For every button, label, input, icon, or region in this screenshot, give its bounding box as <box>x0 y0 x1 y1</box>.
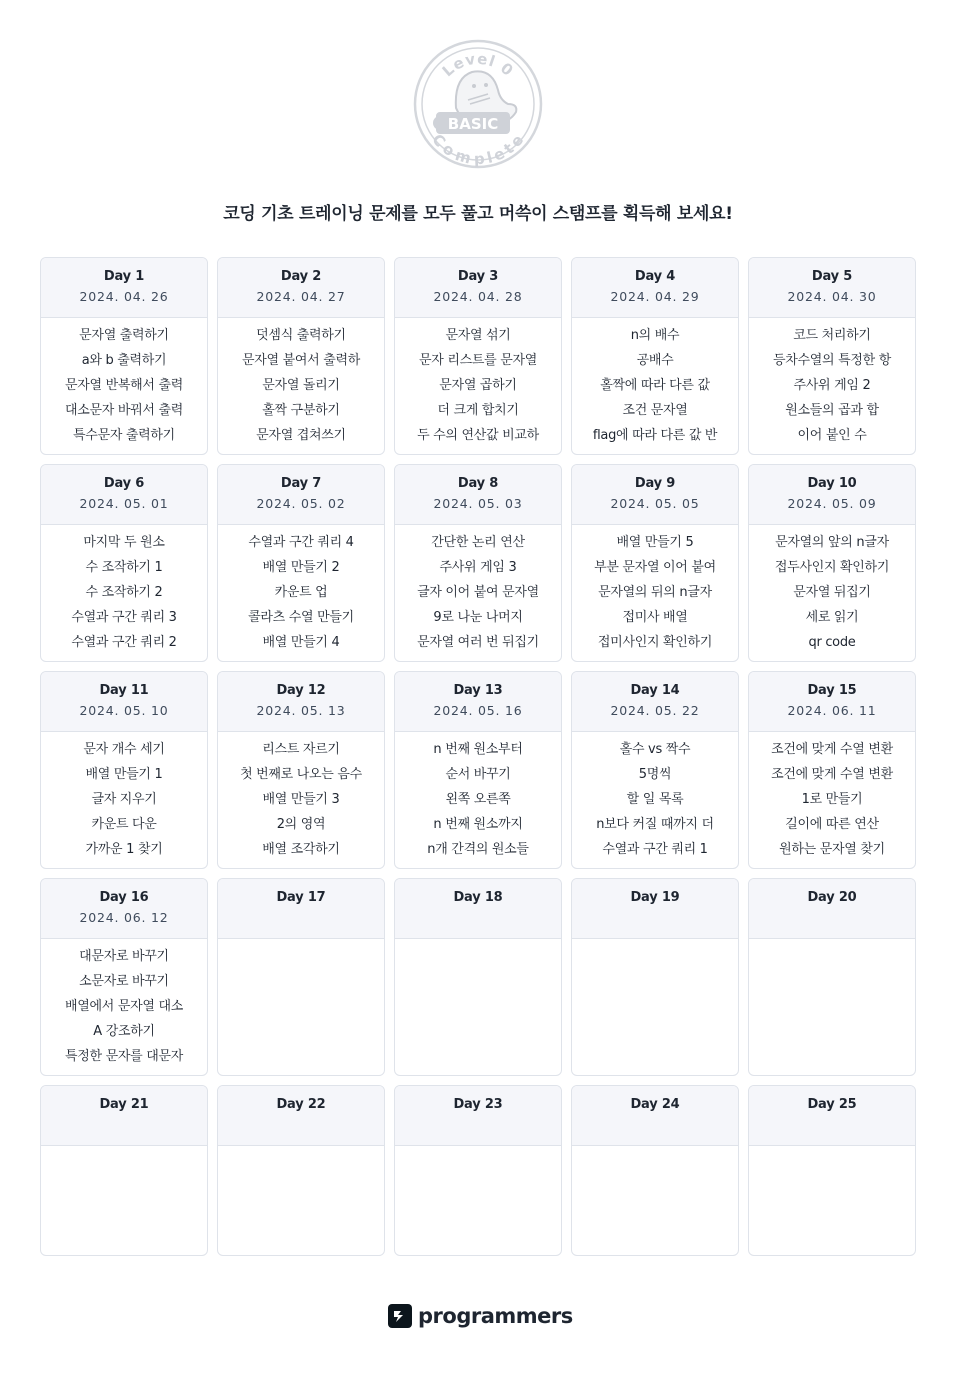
day-card-header <box>41 1086 207 1146</box>
day-card <box>217 1085 385 1256</box>
level0-basic-complete-stamp <box>412 38 544 170</box>
day-task-list <box>41 939 207 1072</box>
day-card <box>40 878 208 1076</box>
day-task-list <box>41 1146 207 1154</box>
task-item[interactable]: qr code <box>808 635 856 650</box>
task-item[interactable]: 배열 만들기 4 <box>262 635 340 650</box>
task-item[interactable]: 길이에 따른 연산 <box>785 817 879 832</box>
task-item[interactable]: 배열에서 문자열 대소 <box>65 999 183 1014</box>
task-item[interactable]: 글자 지우기 <box>91 792 157 807</box>
task-item[interactable]: 문자열 뒤집기 <box>793 585 871 600</box>
day-card-header <box>572 879 738 939</box>
day-card-header <box>395 465 561 525</box>
day-label: Day 11 <box>99 683 149 698</box>
day-label: Day 15 <box>807 683 857 698</box>
task-item[interactable]: 수 조작하기 2 <box>85 585 163 600</box>
day-card-header <box>41 879 207 939</box>
programmers-logo-icon <box>388 1304 412 1328</box>
programmers-logo-text: programmers <box>418 1304 573 1328</box>
day-task-list <box>218 732 384 865</box>
task-item[interactable]: 접미사인지 확인하기 <box>597 635 713 650</box>
task-item[interactable]: 마지막 두 원소 <box>83 535 165 550</box>
day-card <box>394 464 562 662</box>
task-item[interactable]: 왼쪽 오른쪽 <box>445 792 511 807</box>
task-item[interactable]: 수열과 구간 쿼리 3 <box>71 610 177 625</box>
stamp-top-text: Level 0 <box>438 49 518 81</box>
task-item[interactable]: a와 b 출력하기 <box>81 353 167 368</box>
day-task-list <box>41 732 207 865</box>
day-card <box>748 464 916 662</box>
task-item[interactable]: 이어 붙인 수 <box>797 428 867 443</box>
day-date: 2024. 04. 26 <box>79 289 169 304</box>
day-card-header <box>749 672 915 732</box>
day-card-header <box>572 672 738 732</box>
task-item[interactable]: n 번째 원소부터 <box>433 742 523 757</box>
task-item[interactable]: n의 배수 <box>630 328 680 343</box>
task-item[interactable]: 배열 만들기 3 <box>262 792 340 807</box>
day-task-list <box>218 525 384 658</box>
task-item[interactable]: 문자열 출력하기 <box>79 328 169 343</box>
task-item[interactable]: 더 크게 합치기 <box>437 403 519 418</box>
day-card <box>40 671 208 869</box>
day-label: Day 18 <box>453 890 503 905</box>
day-card <box>40 1085 208 1256</box>
task-item[interactable]: 문자열 섞기 <box>445 328 511 343</box>
day-card-header <box>395 1086 561 1146</box>
task-item[interactable]: 가까운 1 찾기 <box>85 842 163 857</box>
task-item[interactable]: 문자열 여러 번 뒤집기 <box>417 635 539 650</box>
task-item[interactable]: 문자 리스트를 문자열 <box>419 353 537 368</box>
task-item[interactable]: 문자열의 앞의 n글자 <box>775 535 889 550</box>
task-item[interactable]: 첫 번째로 나오는 음수 <box>240 767 362 782</box>
headline: 코딩 기초 트레이닝 문제를 모두 풀고 머쓱이 스탬프를 획득해 보세요! <box>223 204 733 224</box>
task-item[interactable]: 주사위 게임 2 <box>793 378 871 393</box>
day-task-list <box>572 318 738 451</box>
task-item[interactable]: 원소들의 곱과 합 <box>785 403 879 418</box>
task-item[interactable]: 홀짝 구분하기 <box>262 403 340 418</box>
day-label: Day 7 <box>280 476 322 491</box>
day-date: 2024. 05. 02 <box>256 496 346 511</box>
task-item[interactable]: 원하는 문자열 찾기 <box>779 842 885 857</box>
day-card-header <box>749 1086 915 1146</box>
day-label: Day 13 <box>453 683 503 698</box>
day-date: 2024. 05. 13 <box>256 703 346 718</box>
task-item[interactable]: 조건에 맞게 수열 변환 <box>771 767 893 782</box>
day-card <box>748 671 916 869</box>
day-task-list <box>749 525 915 658</box>
day-task-list <box>572 732 738 865</box>
day-card <box>748 1085 916 1256</box>
task-item[interactable]: 등차수열의 특정한 항 <box>773 353 891 368</box>
day-label: Day 8 <box>457 476 499 491</box>
task-item[interactable]: 배열 만들기 1 <box>85 767 163 782</box>
day-card-header <box>41 465 207 525</box>
day-card-header <box>218 465 384 525</box>
day-card-header <box>572 465 738 525</box>
task-item[interactable]: 접미사 배열 <box>622 610 688 625</box>
day-date: 2024. 05. 05 <box>610 496 700 511</box>
day-task-list <box>41 525 207 658</box>
day-card <box>394 878 562 1076</box>
task-item[interactable]: 소문자로 바꾸기 <box>79 974 169 989</box>
day-label: Day 5 <box>811 269 853 284</box>
task-item[interactable]: 2의 영역 <box>276 817 326 832</box>
day-task-list <box>749 732 915 865</box>
day-label: Day 4 <box>634 269 676 284</box>
day-task-list <box>572 1146 738 1154</box>
task-item[interactable]: 배열 조각하기 <box>262 842 340 857</box>
task-item[interactable]: n개 간격의 원소들 <box>427 842 529 857</box>
task-item[interactable]: 코드 처리하기 <box>793 328 871 343</box>
programmers-logo[interactable] <box>388 1302 573 1330</box>
day-date: 2024. 05. 03 <box>433 496 523 511</box>
day-label: Day 14 <box>630 683 680 698</box>
day-card-header <box>41 258 207 318</box>
stamp-center-text: BASIC <box>447 115 499 133</box>
day-label: Day 20 <box>807 890 857 905</box>
day-card <box>217 671 385 869</box>
task-item[interactable]: n보다 커질 때까지 더 <box>596 817 714 832</box>
task-item[interactable]: 조건에 맞게 수열 변환 <box>771 742 893 757</box>
day-card <box>394 1085 562 1256</box>
day-card <box>571 671 739 869</box>
task-item[interactable]: 공배수 <box>636 353 674 368</box>
task-item[interactable]: 부분 문자열 이어 붙여 <box>594 560 716 575</box>
day-card-header <box>749 879 915 939</box>
day-task-list <box>395 732 561 865</box>
day-date: 2024. 04. 28 <box>433 289 523 304</box>
day-label: Day 22 <box>276 1097 326 1112</box>
day-label: Day 23 <box>453 1097 503 1112</box>
day-card-header <box>218 879 384 939</box>
task-item[interactable]: 문자열의 뒤의 n글자 <box>598 585 712 600</box>
day-card-header <box>395 672 561 732</box>
day-card <box>571 464 739 662</box>
task-item[interactable]: A 강조하기 <box>93 1024 155 1039</box>
task-item[interactable]: 문자 개수 세기 <box>83 742 165 757</box>
day-card <box>748 257 916 455</box>
day-date: 2024. 05. 10 <box>79 703 169 718</box>
day-task-list <box>572 525 738 658</box>
day-label: Day 9 <box>634 476 676 491</box>
day-card-header <box>749 465 915 525</box>
task-item[interactable]: 대문자로 바꾸기 <box>79 949 169 964</box>
task-item[interactable]: 수열과 구간 쿼리 1 <box>602 842 708 857</box>
day-card <box>394 257 562 455</box>
task-item[interactable]: 리스트 자르기 <box>262 742 340 757</box>
task-item[interactable]: 글자 이어 붙여 문자열 <box>417 585 539 600</box>
day-label: Day 1 <box>103 269 145 284</box>
day-card-header <box>218 1086 384 1146</box>
task-item[interactable]: n 번째 원소까지 <box>433 817 523 832</box>
day-task-list <box>218 318 384 451</box>
day-card <box>571 1085 739 1256</box>
day-label: Day 21 <box>99 1097 149 1112</box>
task-item[interactable]: 대소문자 바꿔서 출력 <box>65 403 183 418</box>
task-item[interactable]: 홀짝에 따라 다른 값 <box>600 378 710 393</box>
day-date: 2024. 05. 22 <box>610 703 700 718</box>
day-card <box>217 464 385 662</box>
task-item[interactable]: 순서 바꾸기 <box>445 767 511 782</box>
task-item[interactable]: 접두사인지 확인하기 <box>774 560 890 575</box>
task-item[interactable]: 문자열 곱하기 <box>439 378 517 393</box>
day-card-header <box>572 258 738 318</box>
day-label: Day 16 <box>99 890 149 905</box>
task-item[interactable]: 수 조작하기 1 <box>85 560 163 575</box>
day-task-list <box>218 939 384 947</box>
task-item[interactable]: 덧셈식 출력하기 <box>256 328 346 343</box>
task-item[interactable]: 1로 만들기 <box>801 792 863 807</box>
day-label: Day 25 <box>807 1097 857 1112</box>
day-label: Day 24 <box>630 1097 680 1112</box>
task-item[interactable]: 수열과 구간 쿼리 4 <box>248 535 354 550</box>
task-item[interactable]: 문자열 돌리기 <box>262 378 340 393</box>
day-date: 2024. 04. 29 <box>610 289 700 304</box>
stamp-bottom-text: Complete <box>428 130 528 169</box>
day-grid <box>40 257 916 1256</box>
task-item[interactable]: 주사위 게임 3 <box>439 560 517 575</box>
day-date: 2024. 06. 11 <box>787 703 877 718</box>
task-item[interactable]: 홀수 vs 짝수 <box>619 742 691 757</box>
day-task-list <box>395 939 561 947</box>
task-item[interactable]: 배열 만들기 5 <box>616 535 694 550</box>
day-label: Day 6 <box>103 476 145 491</box>
task-item[interactable]: 콜라츠 수열 만들기 <box>248 610 354 625</box>
task-item[interactable]: 수열과 구간 쿼리 2 <box>71 635 177 650</box>
day-card-header <box>749 258 915 318</box>
task-item[interactable]: 카운트 업 <box>274 585 328 600</box>
day-card <box>217 878 385 1076</box>
svg-text:Complete <box>428 130 528 168</box>
day-card <box>217 257 385 455</box>
task-item[interactable]: 문자열 붙여서 출력하 <box>242 353 360 368</box>
day-label: Day 2 <box>280 269 322 284</box>
day-card-header <box>218 258 384 318</box>
day-task-list <box>572 939 738 947</box>
day-task-list <box>395 1146 561 1154</box>
day-card <box>571 878 739 1076</box>
day-card <box>40 464 208 662</box>
day-date: 2024. 05. 09 <box>787 496 877 511</box>
task-item[interactable]: 두 수의 연산값 비교하 <box>417 428 539 443</box>
task-item[interactable]: 특수문자 출력하기 <box>73 428 175 443</box>
task-item[interactable]: 배열 만들기 2 <box>262 560 340 575</box>
day-date: 2024. 05. 01 <box>79 496 169 511</box>
day-label: Day 3 <box>457 269 499 284</box>
day-card <box>748 878 916 1076</box>
task-item[interactable]: 5명씩 <box>638 767 672 782</box>
day-task-list <box>749 939 915 947</box>
day-card-header <box>218 672 384 732</box>
day-date: 2024. 04. 30 <box>787 289 877 304</box>
day-date: 2024. 04. 27 <box>256 289 346 304</box>
task-item[interactable]: 9로 나눈 나머지 <box>433 610 523 625</box>
task-item[interactable]: 문자열 겹쳐쓰기 <box>256 428 346 443</box>
day-label: Day 17 <box>276 890 326 905</box>
task-item[interactable]: 문자열 반복해서 출력 <box>65 378 183 393</box>
day-label: Day 19 <box>630 890 680 905</box>
day-task-list <box>395 318 561 451</box>
day-task-list <box>395 525 561 658</box>
day-date: 2024. 05. 16 <box>433 703 523 718</box>
day-card-header <box>395 258 561 318</box>
day-card <box>571 257 739 455</box>
task-item[interactable]: 세로 읽기 <box>805 610 859 625</box>
day-label: Day 12 <box>276 683 326 698</box>
task-item[interactable]: 카운트 다운 <box>91 817 157 832</box>
task-item[interactable]: 간단한 논리 연산 <box>431 535 525 550</box>
day-card-header <box>395 879 561 939</box>
day-card-header <box>572 1086 738 1146</box>
day-task-list <box>41 318 207 451</box>
day-date: 2024. 06. 12 <box>79 910 169 925</box>
day-task-list <box>749 1146 915 1154</box>
day-label: Day 10 <box>807 476 857 491</box>
task-item[interactable]: 특정한 문자를 대문자 <box>65 1049 183 1064</box>
day-card-header <box>41 672 207 732</box>
day-card <box>40 257 208 455</box>
day-task-list <box>218 1146 384 1154</box>
task-item[interactable]: 조건 문자열 <box>622 403 688 418</box>
task-item[interactable]: 할 일 목록 <box>626 792 684 807</box>
day-task-list <box>749 318 915 451</box>
task-item[interactable]: flag에 따라 다른 값 반 <box>592 428 718 443</box>
day-card <box>394 671 562 869</box>
